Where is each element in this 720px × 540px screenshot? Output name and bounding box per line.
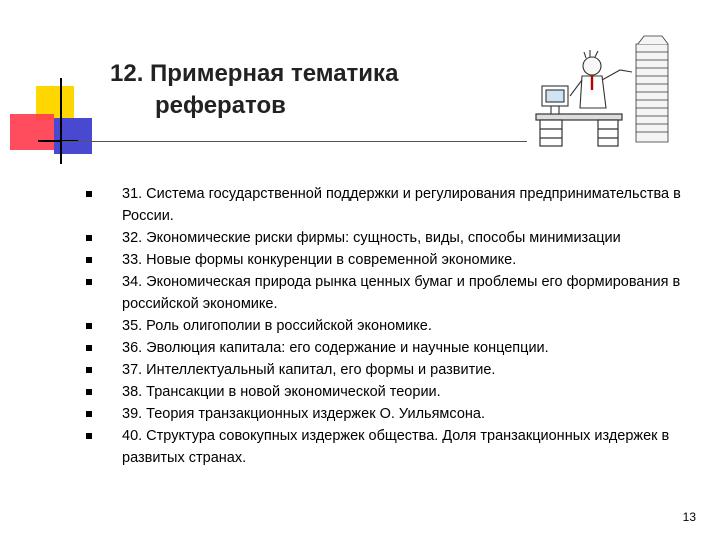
office-worker-paper-stack-icon: [528, 30, 688, 150]
list-item-text: 37. Интеллектуальный капитал, его формы и развитие.: [122, 362, 496, 378]
list-item-text: 32. Экономические риски фирмы: сущность, виды, способы минимизации: [122, 230, 621, 246]
square-bullet-icon: [86, 235, 92, 241]
square-bullet-icon: [86, 191, 92, 197]
title-line-2: рефератов: [155, 92, 286, 119]
list-item-text: 31. Система государственной поддержки и регулирования предпринимательства в России.: [122, 186, 681, 224]
list-item-text: 36. Эволюция капитала: его содержание и научные концепции.: [122, 340, 549, 356]
list-item: [86, 249, 686, 271]
list-item-text: 34. Экономическая природа рынка ценных бумаг и проблемы его формирования в российской экономике.: [122, 274, 681, 312]
list-item: [86, 315, 686, 337]
list-item: [86, 271, 686, 315]
list-item-text: 40. Структура совокупных издержек общества. Доля транзакционных издержек в развитых странах.: [122, 428, 670, 466]
square-bullet-icon: [86, 323, 92, 329]
list-item: [86, 381, 686, 403]
square-bullet-icon: [86, 389, 92, 395]
list-item-text: 35. Роль олигополии в российской экономике.: [122, 318, 432, 334]
square-bullet-icon: [86, 345, 92, 351]
square-bullet-icon: [86, 257, 92, 263]
square-bullet-icon: [86, 279, 92, 285]
title-underline: [62, 141, 527, 142]
list-item-text: 33. Новые формы конкуренции в современной экономике.: [122, 252, 517, 268]
list-item: [86, 227, 686, 249]
list-item: [86, 425, 686, 469]
list-item: [86, 359, 686, 381]
page-number: 13: [682, 510, 696, 524]
title-line-1: 12. Примерная тематика: [110, 60, 399, 87]
square-bullet-icon: [86, 433, 92, 439]
list-item: [86, 183, 686, 227]
list-item-text: 38. Трансакции в новой экономической теории.: [122, 384, 441, 400]
list-item-text: 39. Теория транзакционных издержек О. Уильямсона.: [122, 406, 485, 422]
decor-vertical-line: [60, 78, 62, 164]
square-bullet-icon: [86, 411, 92, 417]
list-item: [86, 403, 686, 425]
decor-red-square: [10, 114, 54, 150]
slide-title: [110, 58, 530, 122]
list-item: [86, 337, 686, 359]
topic-list: [86, 183, 686, 469]
square-bullet-icon: [86, 367, 92, 373]
